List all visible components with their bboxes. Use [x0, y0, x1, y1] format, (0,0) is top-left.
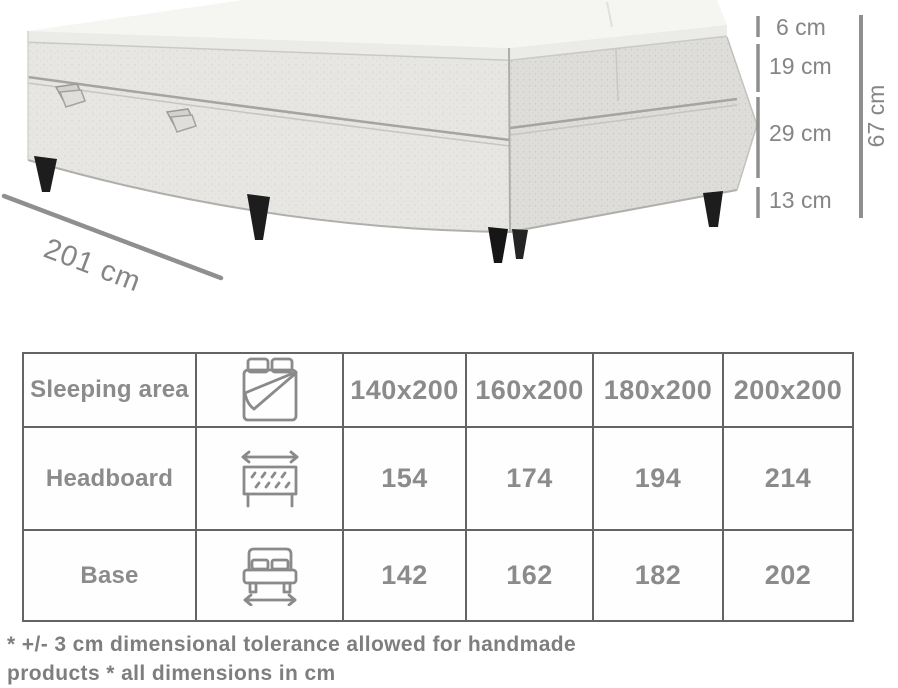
size-value: 194: [594, 428, 724, 531]
icon-cell-base: [197, 531, 344, 622]
size-value: 202: [724, 531, 854, 622]
height-segment-label: 6 cm: [776, 14, 826, 40]
size-value: 174: [467, 428, 594, 531]
size-value: 154: [344, 428, 467, 531]
bed-top-view-icon: [241, 357, 299, 423]
size-value: 180x200: [594, 354, 724, 428]
size-value: 142: [344, 531, 467, 622]
size-value: 162: [467, 531, 594, 622]
icon-cell-headboard: [197, 428, 344, 531]
footnote-line1: * +/- 3 cm dimensional tolerance allowed for handmade: [7, 633, 577, 656]
height-segment-label: 29 cm: [769, 120, 832, 146]
headboard-front-icon: [240, 450, 300, 508]
footnote-line2: products * all dimensions in cm: [7, 662, 336, 685]
size-value: 200x200: [724, 354, 854, 428]
row-label-base: Base: [24, 531, 197, 622]
row-label-sleeping-area: Sleeping area: [24, 354, 197, 428]
height-segment-label: 19 cm: [769, 53, 832, 79]
length-dimension-label: 201 cm: [39, 232, 146, 299]
row-label-headboard: Headboard: [24, 428, 197, 531]
size-table: [22, 352, 854, 622]
dimension-annotations: [0, 0, 898, 330]
size-value: 214: [724, 428, 854, 531]
size-value: 182: [594, 531, 724, 622]
bed-front-view-icon: [241, 546, 299, 606]
icon-cell-sleeping-area: [197, 354, 344, 428]
size-value: 160x200: [467, 354, 594, 428]
footnote: [7, 630, 576, 688]
height-segment-label: 13 cm: [769, 187, 832, 213]
size-value: 140x200: [344, 354, 467, 428]
total-height-label: 67 cm: [863, 84, 889, 148]
